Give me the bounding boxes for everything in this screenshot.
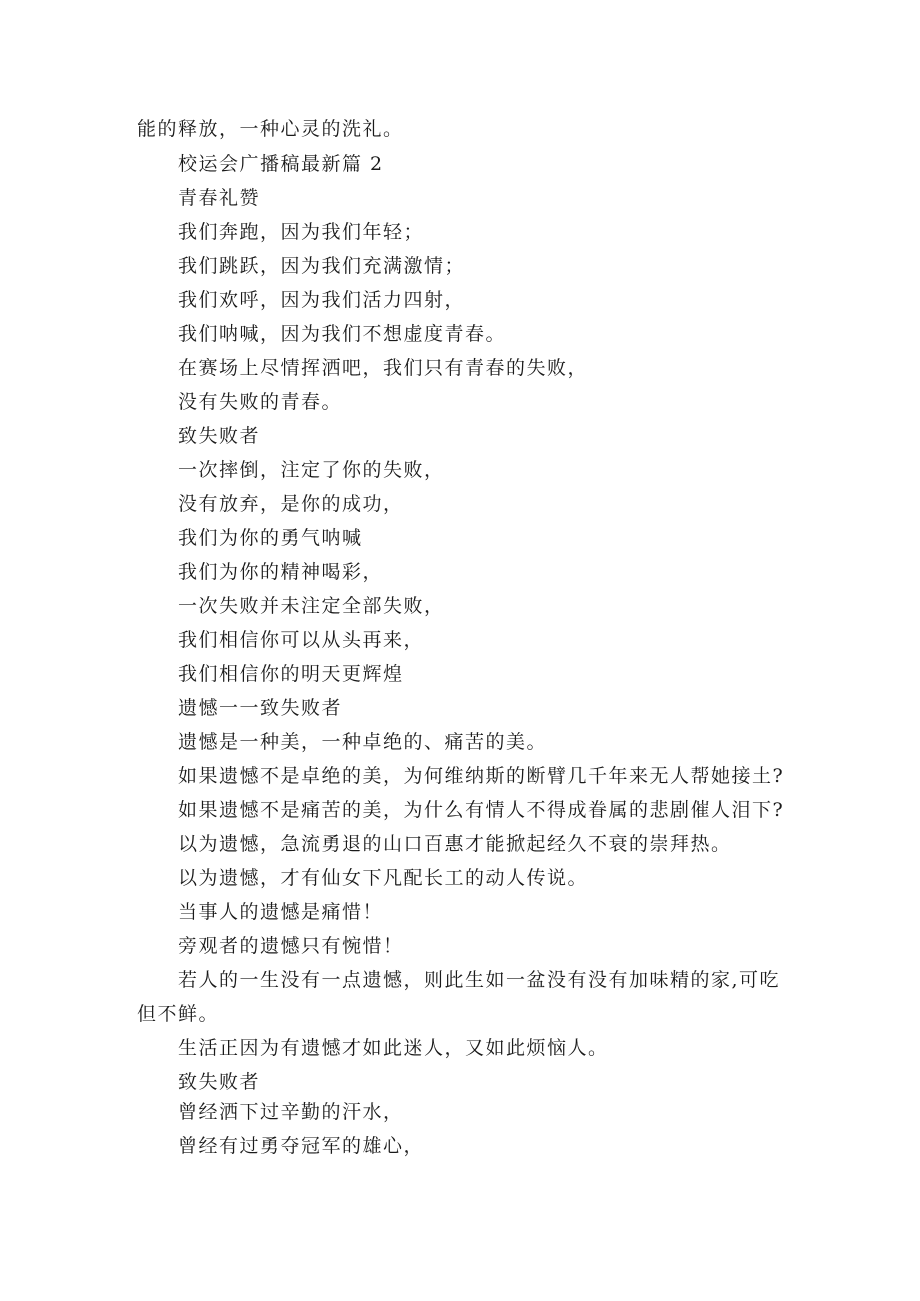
text-line: 我们呐喊，因为我们不想虚度青春。	[178, 323, 507, 345]
text-line: 曾经洒下过辛勤的汗水，	[178, 1101, 404, 1123]
text-line: 我们相信你的明天更辉煌	[178, 663, 404, 685]
text-line: 如果遗憾不是卓绝的美，为何维纳斯的断臂几千年来无人帮她接土?	[178, 765, 785, 787]
section-heading: 校运会广播稿最新篇 2	[178, 153, 384, 175]
text-line: 我们奔跑，因为我们年轻；	[178, 221, 425, 243]
poem-title: 致失败者	[178, 425, 261, 447]
text-line: 我们欢呼，因为我们活力四射，	[178, 289, 466, 311]
text-line: 我们跳跃，因为我们充满激情；	[178, 255, 466, 277]
text-line: 我们为你的精神喝彩，	[178, 561, 384, 583]
text-line: 以为遗憾，急流勇退的山口百惠才能掀起经久不衰的崇拜热。	[178, 833, 732, 855]
text-line: 在赛场上尽情挥洒吧，我们只有青春的失败，	[178, 357, 589, 379]
text-line: 以为遗憾，才有仙女下凡配长工的动人传说。	[178, 867, 589, 889]
poem-title: 致失败者	[178, 1071, 261, 1093]
text-line: 一次摔倒，注定了你的失败，	[178, 459, 445, 481]
poem-title: 青春礼赞	[178, 187, 261, 209]
text-line: 没有放弃，是你的成功，	[178, 493, 404, 515]
poem-title: 遗憾一一致失败者	[178, 697, 343, 719]
text-line: 能的释放，一种心灵的洗礼。	[137, 118, 404, 140]
text-line: 若人的一生没有一点遗憾，则此生如一盆没有没有加味精的家,可吃	[178, 969, 781, 991]
text-line: 曾经有过勇夺冠军的雄心，	[178, 1135, 425, 1157]
text-line: 一次失败并未注定全部失败，	[178, 595, 445, 617]
text-line: 但不鲜。	[137, 1003, 220, 1025]
text-line: 如果遗憾不是痛苦的美，为什么有情人不得成眷属的悲剧催人泪下?	[178, 799, 785, 821]
text-line: 旁观者的遗憾只有惋惜！	[178, 935, 404, 957]
text-line: 当事人的遗憾是痛惜！	[178, 901, 384, 923]
text-line: 我们相信你可以从头再来，	[178, 629, 425, 651]
text-line: 遗憾是一种美，一种卓绝的、痛苦的美。	[178, 731, 548, 753]
text-line: 生活正因为有遗憾才如此迷人，又如此烦恼人。	[178, 1037, 609, 1059]
text-line: 我们为你的勇气呐喊	[178, 527, 363, 549]
text-line: 没有失败的青春。	[178, 391, 343, 413]
